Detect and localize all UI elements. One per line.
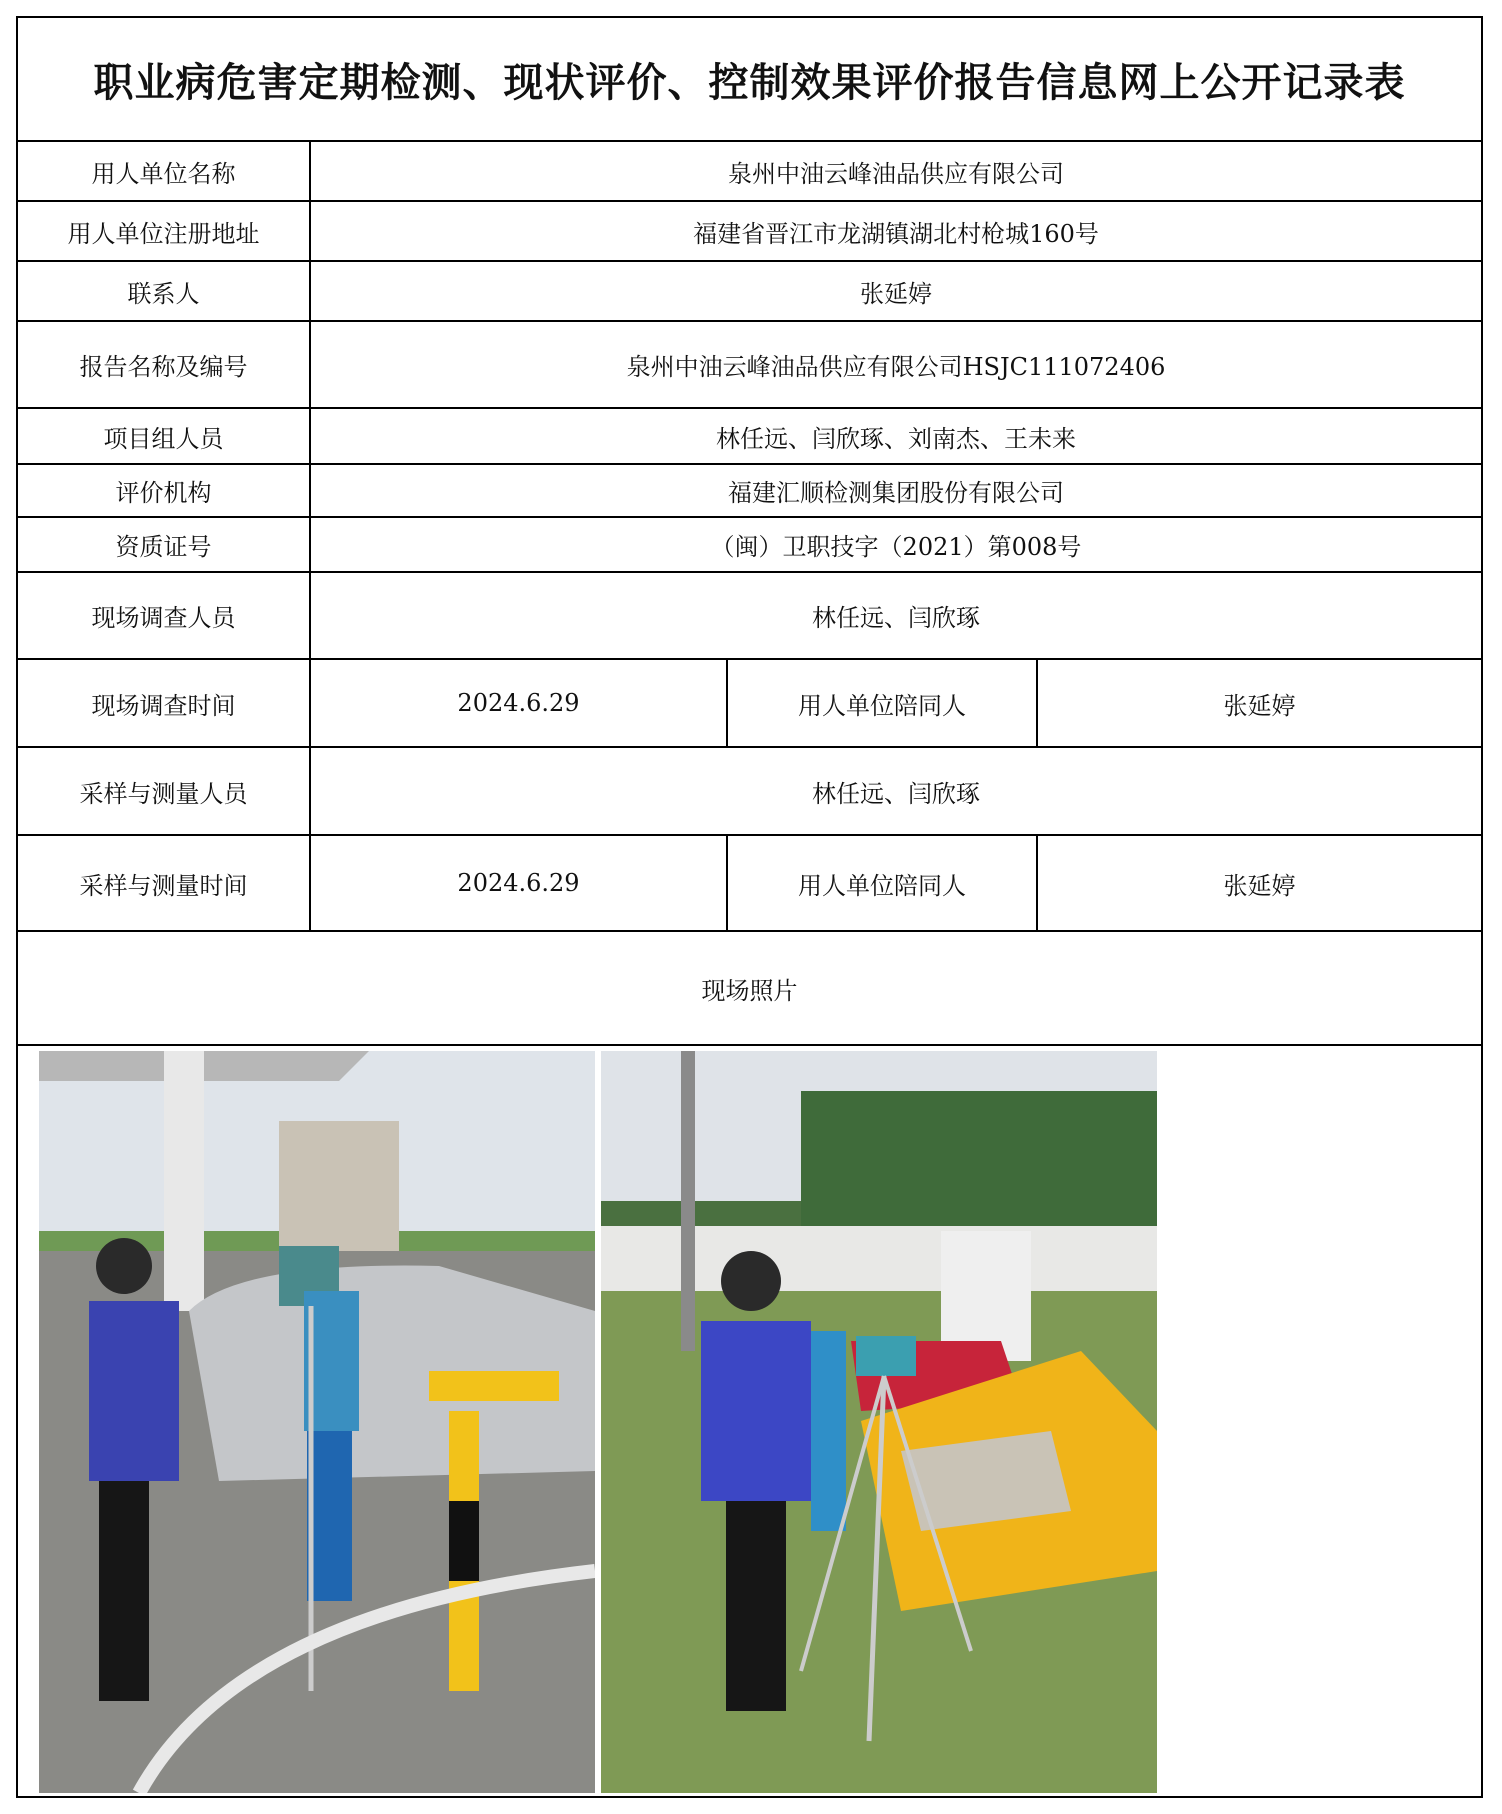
row-value: 泉州中油云峰油品供应有限公司 — [309, 142, 1481, 200]
row-value: 2024.6.29 — [309, 836, 726, 930]
row-value: 林任远、闫欣琢、刘南杰、王未来 — [309, 409, 1481, 463]
site-photo-tank-area — [601, 1051, 1157, 1793]
table-row — [18, 322, 1481, 409]
row-value: （闽）卫职技字（2021）第008号 — [309, 518, 1481, 571]
row-label: 现场调查时间 — [91, 691, 236, 720]
row-label: 用人单位注册地址 — [67, 219, 260, 248]
row-label: 现场调查人员 — [91, 604, 236, 632]
companion-label: 用人单位陪同人 — [726, 660, 1036, 746]
row-value: 2024.6.29 — [309, 660, 726, 746]
companion-value: 张延婷 — [1036, 836, 1481, 930]
row-label: 采样与测量时间 — [79, 871, 248, 900]
row-label: 联系人 — [127, 279, 200, 308]
row-label: 用人单位名称 — [91, 159, 236, 188]
table-row — [18, 142, 1481, 202]
row-value: 张延婷 — [309, 262, 1481, 320]
row-label: 评价机构 — [115, 479, 212, 507]
companion-value: 张延婷 — [1036, 660, 1481, 746]
sampling-staff-row — [18, 748, 1481, 836]
companion-label: 用人单位陪同人 — [726, 836, 1036, 930]
row-label: 采样与测量人员 — [79, 779, 248, 808]
record-table — [16, 16, 1483, 1798]
row-value: 泉州中油云峰油品供应有限公司HSJC111072406 — [309, 322, 1481, 407]
title-row — [18, 18, 1481, 142]
row-label: 报告名称及编号 — [79, 353, 248, 381]
photos-header-row — [18, 932, 1481, 1046]
table-row — [18, 202, 1481, 262]
table-row — [18, 465, 1481, 518]
table-row — [18, 573, 1481, 660]
site-photo-gas-station — [39, 1051, 595, 1793]
row-value: 福建汇顺检测集团股份有限公司 — [309, 465, 1481, 516]
table-row — [18, 518, 1481, 573]
row-value: 林任远、闫欣琢 — [309, 748, 1481, 834]
photos-label: 现场照片 — [701, 976, 798, 1005]
row-label: 项目组人员 — [103, 424, 224, 453]
survey-time-row — [18, 660, 1481, 748]
table-row — [18, 262, 1481, 322]
table-row — [18, 409, 1481, 465]
row-value: 福建省晋江市龙湖镇湖北村枪城160号 — [309, 202, 1481, 260]
page-title: 职业病危害定期检测、现状评价、控制效果评价报告信息网上公开记录表 — [93, 58, 1406, 106]
row-value: 林任远、闫欣琢 — [309, 573, 1481, 658]
row-label: 资质证号 — [115, 533, 212, 561]
sampling-time-row — [18, 836, 1481, 932]
